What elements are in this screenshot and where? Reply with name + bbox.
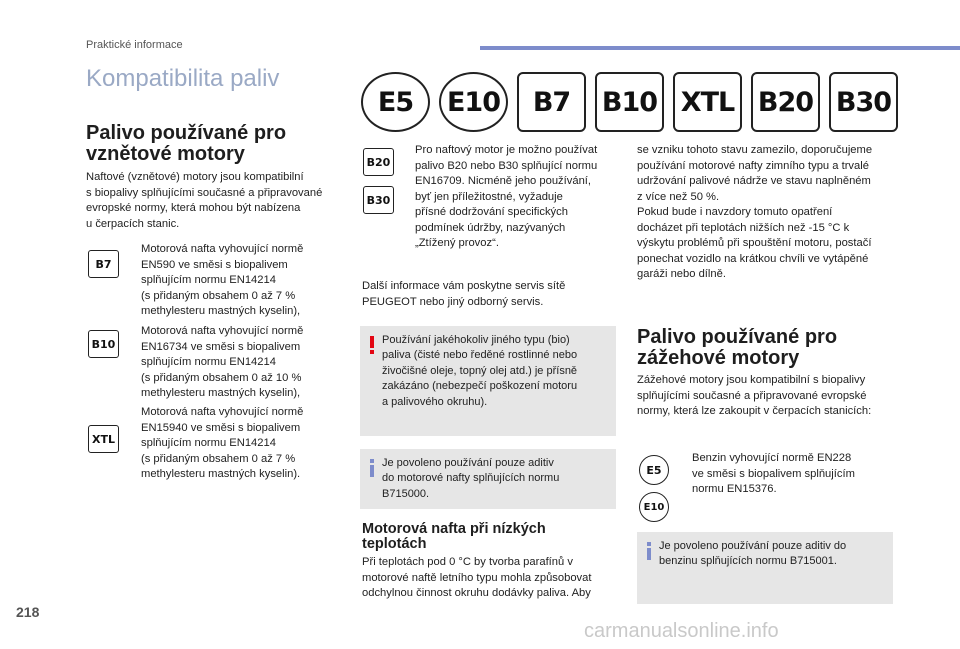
diesel-heading: Palivo používané pro vznětové motory bbox=[86, 122, 287, 165]
badge-e10-large: E10 bbox=[439, 72, 508, 132]
petrol-info-note bbox=[637, 532, 893, 604]
info-icon bbox=[646, 542, 652, 560]
page-number: 218 bbox=[16, 604, 40, 620]
badge-e5: E5 bbox=[639, 455, 669, 485]
badge-xtl-large: XTL bbox=[673, 72, 742, 132]
e5-e10-description: Benzin vyhovující normě EN228 ve směsi s biopalivem splňujícím normu EN15376. bbox=[692, 452, 855, 495]
badge-xtl: XTL bbox=[88, 425, 119, 453]
watermark: carmanualsonline.info bbox=[584, 620, 779, 642]
warning-icon bbox=[369, 336, 375, 354]
badge-e10: E10 bbox=[639, 492, 669, 522]
cold-text-2: se vzniku tohoto stavu zamezilo, doporučujeme používání motorové nafty zimního typu a trvalé udržování palivové nádrže ve stavu naplněném z více než 50 %. Pokud bude i navzdory tomuto opatření docházet při teplotách nižších než -15 °C k výskytu problémů při spouštění motoru, postačí ponechat vozidlo na krátkou chvíli ve vytápěné garáži nebo dílně. bbox=[637, 144, 873, 280]
badge-b30-large: B30 bbox=[829, 72, 898, 132]
b7-description: Motorová nafta vyhovující normě EN590 ve směsi s biopalivem splňujícím normu EN14214 (s přidaným obsahem 0 až 7 % methylesteru mastných kyselin), bbox=[141, 243, 304, 317]
badge-b20: B20 bbox=[363, 148, 394, 176]
petrol-intro: Zážehové motory jsou kompatibilní s biopalivy splňujícími současné a připravované evropské normy, která lze zakoupit v čerpacích stanicích: bbox=[637, 374, 872, 417]
warning-text: Používání jakéhokoliv jiného typu (bio) paliva (čisté nebo ředěné rostlinné nebo živočišné oleje, topný olej atd.) je přísně zakázáno (nebezpečí poškození motoru a palivového okruhu). bbox=[382, 334, 578, 408]
diesel-info-text: Je povoleno používání pouze aditiv do motorové nafty splňujících normu B715000. bbox=[382, 457, 560, 500]
diesel-info-note bbox=[360, 449, 616, 509]
badge-b7-large: B7 bbox=[517, 72, 586, 132]
xtl-description: Motorová nafta vyhovující normě EN15940 ve směsi s biopalivem splňujícím normu EN14214 (s přidaným obsahem 0 až 7 % methylesteru mastných kyselin). bbox=[141, 406, 304, 480]
header-accent-line bbox=[480, 46, 960, 50]
badge-b20-large: B20 bbox=[751, 72, 820, 132]
diesel-intro: Naftové (vznětové) motory jsou kompatibilní s biopalivy splňujícími současné a připravované evropské normy, která mohou být nabízena u čerpacích stanic. bbox=[86, 171, 323, 230]
page-title: Kompatibilita paliv bbox=[86, 65, 280, 92]
badge-b7: B7 bbox=[88, 250, 119, 278]
badge-e5-large: E5 bbox=[361, 72, 430, 132]
b20-b30-description: Pro naftový motor je možno používat palivo B20 nebo B30 splňující normu EN16709. Nicméně jeho používání, byť jen příležitostné, vyžaduje přísné dodržování specifických podmínek údržby, nazývaných „Ztížený provoz“. bbox=[415, 144, 598, 249]
petrol-info-text: Je povoleno používání pouze aditiv do benzinu splňujících normu B715001. bbox=[659, 540, 847, 568]
info-icon bbox=[369, 459, 375, 477]
warning-note bbox=[360, 326, 616, 436]
section-label: Praktické informace bbox=[86, 39, 183, 51]
b10-description: Motorová nafta vyhovující normě EN16734 ve směsi s biopalivem splňujícím normu EN14214 (s přidaným obsahem 0 až 10 % methylesteru mastných kyselin), bbox=[141, 325, 304, 399]
badge-b10-large: B10 bbox=[595, 72, 664, 132]
petrol-heading: Palivo používané pro zážehové motory bbox=[637, 326, 838, 369]
more-info-text: Další informace vám poskytne servis sítě PEUGEOT nebo jiný odborný servis. bbox=[362, 280, 566, 308]
badge-b30: B30 bbox=[363, 186, 394, 214]
cold-heading: Motorová nafta při nízkých teplotách bbox=[362, 521, 546, 552]
cold-text-1: Při teplotách pod 0 °C by tvorba parafínů v motorové naftě letního typu mohla způsobovat odchylnou činnost okruhu dodávky paliva. Aby bbox=[362, 556, 592, 599]
badge-b10: B10 bbox=[88, 330, 119, 358]
